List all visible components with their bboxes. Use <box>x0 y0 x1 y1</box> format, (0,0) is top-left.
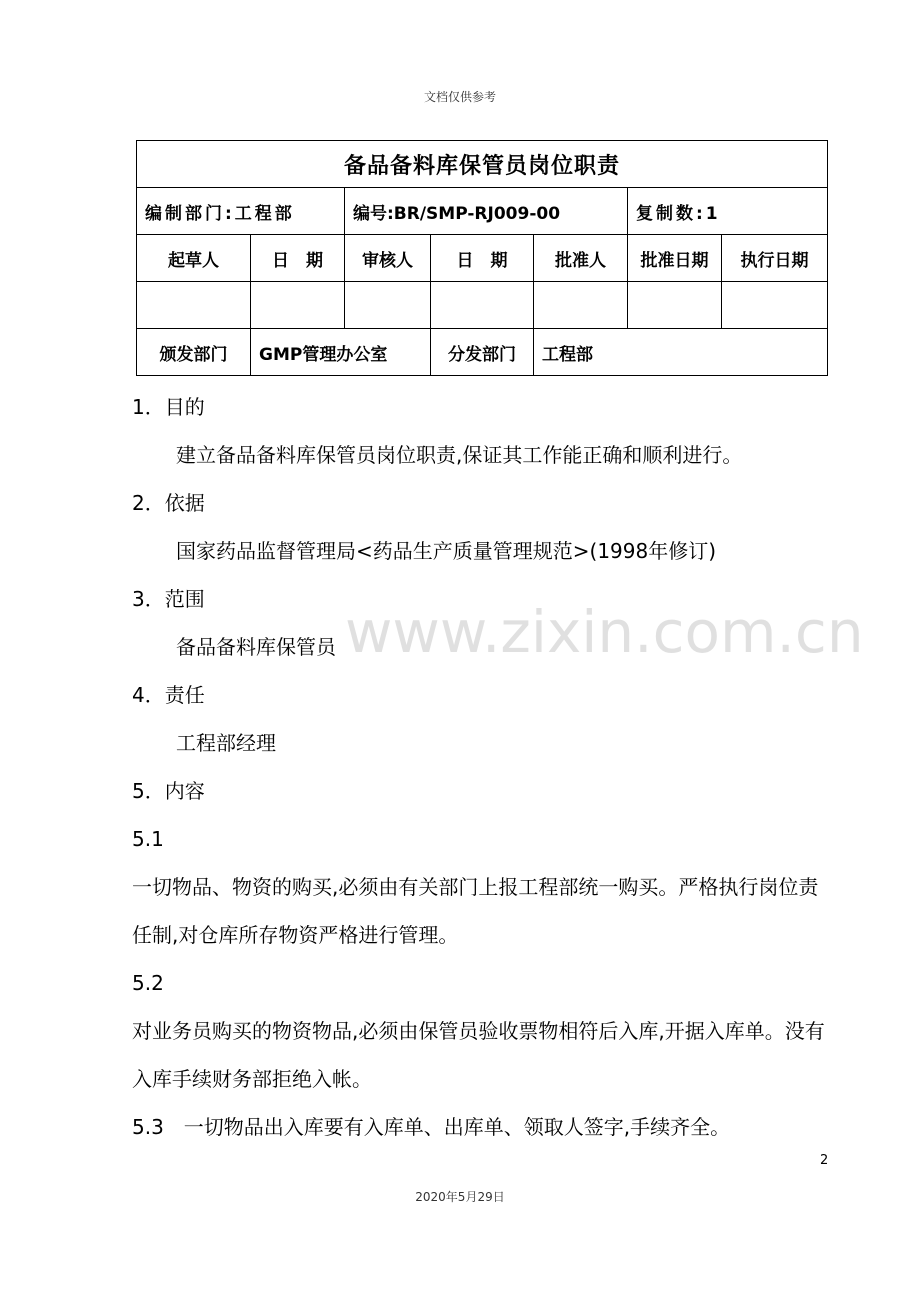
section-5-title: 5．内容 <box>132 779 205 803</box>
section-3-title: 3．范围 <box>132 587 205 611</box>
drafter-cell <box>137 282 251 329</box>
approval-date-header: 批准日期 <box>628 235 722 282</box>
watermark: www.zixin.com.cn <box>345 598 864 666</box>
draft-date-cell <box>251 282 345 329</box>
execution-date-header: 执行日期 <box>722 235 828 282</box>
review-date-cell <box>431 282 534 329</box>
review-date-header: 日 期 <box>431 235 534 282</box>
compiling-department: 编制部门:工程部 <box>137 188 345 235</box>
approval-date-cell <box>628 282 722 329</box>
section-2-body: 国家药品监督管理局<药品生产质量管理规范>(1998年修订) <box>176 539 717 563</box>
issue-department-value: GMP管理办公室 <box>251 329 431 376</box>
footer-date: 2020年5月29日 <box>415 1190 505 1204</box>
reviewer-cell <box>345 282 431 329</box>
drafter-header: 起草人 <box>137 235 251 282</box>
section-5-2-number: 5.2 <box>132 971 164 995</box>
copy-count: 复制数:1 <box>628 188 828 235</box>
section-4-body: 工程部经理 <box>176 731 276 755</box>
document-info-table <box>136 140 828 376</box>
section-2-title: 2．依据 <box>132 491 205 515</box>
approver-cell <box>534 282 628 329</box>
section-3-body: 备品备料库保管员 <box>176 635 336 659</box>
document-body <box>132 383 832 1151</box>
distribution-department-value: 工程部 <box>534 329 828 376</box>
issue-department-label: 颁发部门 <box>137 329 251 376</box>
section-5-1-body: 一切物品、物资的购买,必须由有关部门上报工程部统一购买。严格执行岗位责任制,对仓库所存物资严格进行管理。 <box>132 875 819 947</box>
section-4-title: 4．责任 <box>132 683 205 707</box>
document-code: 编号:BR/SMP-RJ009-00 <box>345 188 628 235</box>
draft-date-header: 日 期 <box>251 235 345 282</box>
reviewer-header: 审核人 <box>345 235 431 282</box>
section-5-1-number: 5.1 <box>132 827 164 851</box>
execution-date-cell <box>722 282 828 329</box>
page-number: 2 <box>820 1153 829 1168</box>
approver-header: 批准人 <box>534 235 628 282</box>
section-5-3: 5.3 一切物品出入库要有入库单、出库单、领取人签字,手续齐全。 <box>132 1115 731 1139</box>
section-1-body: 建立备品备料库保管员岗位职责,保证其工作能正确和顺利进行。 <box>176 443 743 467</box>
document-title: 备品备料库保管员岗位职责 <box>137 141 828 188</box>
section-5-2-body: 对业务员购买的物资物品,必须由保管员验收票物相符后入库,开据入库单。没有入库手续财务部拒绝入帐。 <box>132 1019 825 1091</box>
distribution-department-label: 分发部门 <box>431 329 534 376</box>
section-1-title: 1．目的 <box>132 395 205 419</box>
header-note: 文档仅供参考 <box>423 90 496 104</box>
